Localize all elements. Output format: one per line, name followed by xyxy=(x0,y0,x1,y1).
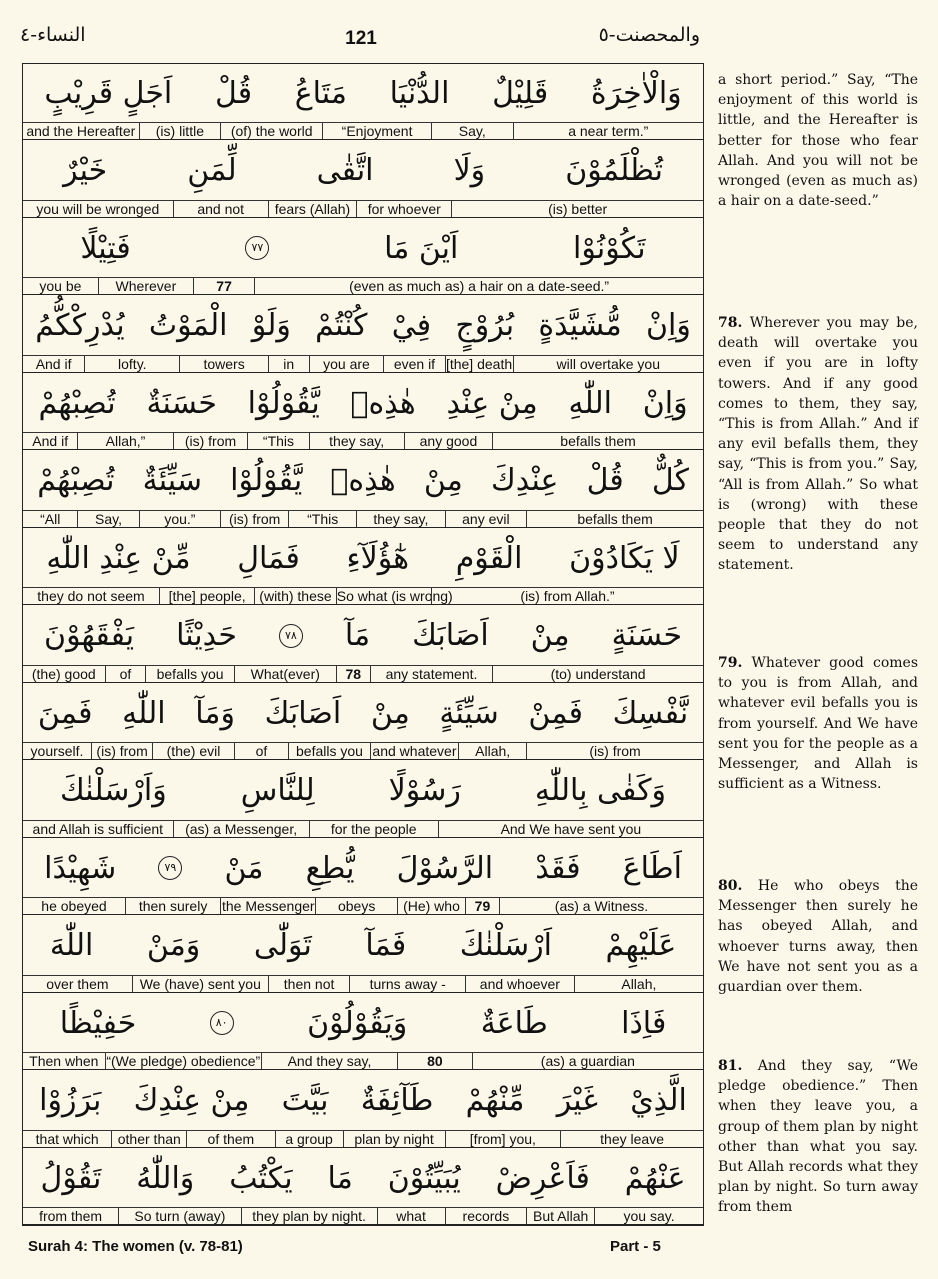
arabic-word: فَاِذَا xyxy=(621,1005,667,1041)
gloss-cell: befalls them xyxy=(526,511,703,527)
arabic-word: حَسَنَةٌ xyxy=(146,385,217,421)
gloss-cell: “All xyxy=(40,510,61,527)
gloss-line xyxy=(23,122,703,140)
gloss-cell: plan by night xyxy=(343,1131,445,1147)
gloss-line xyxy=(23,975,703,993)
gloss-cell: Allah,” xyxy=(77,433,172,449)
verse-row xyxy=(23,297,703,375)
gloss-cell: the Messenger xyxy=(221,898,315,914)
arabic-word: هٰذِهٖ xyxy=(350,385,416,421)
gloss-cell: (is) from xyxy=(526,743,703,759)
gloss-cell: and whoever xyxy=(465,976,574,992)
gloss-cell: 79 xyxy=(465,898,499,914)
gloss-cell: lofty. xyxy=(84,356,179,372)
arabic-word: وَالْاٰخِرَةُ xyxy=(590,75,682,111)
gloss-cell: and whatever xyxy=(370,743,458,759)
verse-row xyxy=(23,1149,703,1227)
verse-row xyxy=(23,219,703,297)
gloss-line xyxy=(23,1052,703,1070)
arabic-word: الْمَوْتُ xyxy=(148,308,228,343)
arabic-line xyxy=(23,839,703,897)
arabic-word: الْقَوْمِ xyxy=(455,540,523,576)
word-by-word-grid xyxy=(22,63,704,1226)
gloss-line xyxy=(23,432,703,450)
arabic-word: الرَّسُوْلَ xyxy=(396,850,494,886)
arabic-word: اَرْسَلْنٰكَ xyxy=(459,928,552,963)
arabic-word: تَقُوْلُ xyxy=(40,1160,102,1196)
gloss-cell: (the) good xyxy=(31,665,96,682)
gloss-cell: in xyxy=(268,356,309,372)
gloss-cell: 77 xyxy=(193,278,254,294)
gloss-cell: you will be wronged xyxy=(36,200,160,217)
gloss-line xyxy=(23,742,703,760)
ayah-number-marker: ٧٩ xyxy=(158,856,182,880)
gloss-cell: “(We pledge) obedience” xyxy=(106,1053,261,1069)
gloss-cell: befalls you xyxy=(288,743,370,759)
arabic-line xyxy=(23,219,703,277)
translation-text: Whatever good comes to you is from Allah, and whatever evil befalls you is from yourself. And We have sent you for the people as a Messenger, and Allah is sufficient as a Witness. xyxy=(718,655,919,793)
arabic-line xyxy=(23,994,703,1052)
gloss-cell: you.” xyxy=(139,511,221,527)
gloss-cell: of xyxy=(234,743,288,759)
gloss-cell: you say. xyxy=(594,1208,703,1224)
arabic-word: حَسَنَةٍ xyxy=(611,618,683,653)
arabic-word: وَاَرْسَلْنٰكَ xyxy=(60,773,167,808)
gloss-cell: (is) from xyxy=(220,511,288,527)
arabic-word: اللّٰهَ xyxy=(49,928,94,963)
translation-text: Wherever you may be, death will overtake you even if you are in lofty towers. And if any good comes to them, they say, “This is from Allah.” And if any evil befalls them, they say, “This is from you.” Say, “All is from Allah.” So what is (wrong) with these people that they do not seem to understand any statement. xyxy=(718,315,918,574)
gloss-cell: (to) understand xyxy=(492,666,703,682)
gloss-cell: you be xyxy=(39,278,82,294)
gloss-cell: (even as much as) a hair on a date-seed.” xyxy=(254,278,703,294)
gloss-cell: a group xyxy=(275,1131,343,1147)
gloss-cell: So turn (away) xyxy=(118,1208,240,1224)
page-number: 121 xyxy=(345,28,377,49)
arabic-word: فِيْ xyxy=(391,308,432,343)
gloss-line xyxy=(23,897,703,915)
verse-row xyxy=(23,64,703,142)
gloss-cell: (is) from Allah.” xyxy=(431,588,703,604)
verse-number: 80. xyxy=(718,878,743,894)
arabic-word: مِنْ xyxy=(423,463,463,498)
arabic-word: وَاللّٰهُ xyxy=(136,1160,195,1196)
arabic-word: فَتِيْلًا xyxy=(80,230,131,266)
gloss-cell: “Enjoyment xyxy=(322,123,431,139)
arabic-word: فَمِنْ xyxy=(528,695,583,731)
gloss-cell: from them xyxy=(39,1208,103,1224)
verse-row xyxy=(23,839,703,917)
gloss-cell: and not xyxy=(173,201,268,217)
arabic-word: فَقَدْ xyxy=(535,850,581,886)
arabic-word: كُنْتُمْ xyxy=(315,308,368,343)
arabic-line xyxy=(23,64,703,122)
arabic-word: تُصِبْهُمْ xyxy=(38,385,116,421)
gloss-line xyxy=(23,665,703,683)
gloss-line xyxy=(23,1207,703,1225)
arabic-word: حَدِيْثًا xyxy=(176,618,237,653)
arabic-line xyxy=(23,762,703,820)
gloss-cell: of them xyxy=(186,1131,274,1147)
arabic-word: يُبَيِّتُوْنَ xyxy=(387,1160,461,1196)
arabic-word: يَّقُوْلُوْا xyxy=(247,385,320,421)
translation-text: a short period.” Say, “The enjoyment of this world is little, and the Hereafter is better for those who fear Allah. And you will not be wronged (even as much as) a hair on a date-seed.” xyxy=(718,72,918,210)
gloss-cell: (is) from xyxy=(173,433,248,449)
arabic-word: بُرُوْجٍ xyxy=(455,308,515,343)
arabic-word: وَلَا xyxy=(453,153,486,188)
arabic-word: مِنْ xyxy=(370,695,410,731)
arabic-word: قُلْ xyxy=(214,75,253,111)
gloss-cell: what xyxy=(377,1208,445,1224)
gloss-cell: But Allah xyxy=(526,1208,594,1224)
gloss-cell: We (have) sent you xyxy=(132,976,268,992)
verse-row xyxy=(23,994,703,1072)
arabic-word: مَنْ xyxy=(224,850,264,886)
gloss-cell: [the] people, xyxy=(159,588,254,604)
arabic-word: تُظْلَمُوْنَ xyxy=(565,153,663,188)
gloss-cell: befalls them xyxy=(492,433,703,449)
arabic-word: اَصَابَكَ xyxy=(264,695,342,731)
arabic-word: هٰٓؤُلَآءِ xyxy=(346,540,410,576)
translation-text: He who obeys the Messenger then surely he has obeyed Allah, and whoever turns away, then We have not sent you as a guardian over them. xyxy=(718,878,918,996)
gloss-cell: then not xyxy=(268,976,350,992)
arabic-word: نَّفْسِكَ xyxy=(612,695,689,731)
arabic-word: الدُّنْيَا xyxy=(389,75,450,111)
gloss-cell: Allah, xyxy=(458,743,526,759)
arabic-line xyxy=(23,1072,703,1130)
arabic-line xyxy=(23,374,703,432)
gloss-cell: (as) a Witness. xyxy=(499,898,703,914)
arabic-word: لِّمَنِ xyxy=(187,153,237,188)
gloss-cell: So what (is wrong) xyxy=(336,588,453,604)
gloss-cell: for whoever xyxy=(356,201,451,217)
ayah-number-marker: ٨٠ xyxy=(210,1011,234,1035)
gloss-cell: will overtake you xyxy=(513,356,703,372)
gloss-cell: that which xyxy=(35,1130,99,1147)
gloss-cell: (as) a guardian xyxy=(472,1053,703,1069)
gloss-cell: And if xyxy=(35,355,72,372)
gloss-cell: a near term.” xyxy=(513,123,703,139)
ayah-number-marker: ٧٨ xyxy=(279,624,303,648)
gloss-cell: 78 xyxy=(336,666,370,682)
arabic-word: رَسُوْلًا xyxy=(388,773,461,808)
gloss-cell: (of) the world xyxy=(220,123,322,139)
verse-row xyxy=(23,529,703,607)
footer-part: Part - 5 xyxy=(610,1238,661,1255)
arabic-word: يُّطِعِ xyxy=(305,850,355,886)
arabic-word: اَجَلٍ قَرِيْبٍ xyxy=(44,75,173,111)
gloss-cell: and the Hereafter xyxy=(26,123,136,139)
arabic-word: وَاِنْ xyxy=(642,385,688,421)
gloss-cell: any evil xyxy=(445,511,527,527)
gloss-cell: befalls you xyxy=(145,666,233,682)
translation-paragraph xyxy=(718,653,918,794)
gloss-cell: Say, xyxy=(431,123,513,139)
gloss-cell: (the) evil xyxy=(152,743,234,759)
gloss-cell: (He) who xyxy=(397,898,465,914)
gloss-cell: they say, xyxy=(356,511,444,527)
arabic-word: كُلٌّ xyxy=(651,463,689,498)
arabic-word: خَيْرٌ xyxy=(63,153,108,188)
gloss-cell: “This xyxy=(288,511,356,527)
arabic-word: وَمَنْ xyxy=(146,928,201,963)
arabic-word: الَّذِيْ xyxy=(630,1083,687,1118)
gloss-cell: towers xyxy=(179,356,267,372)
gloss-cell: And if xyxy=(32,433,69,449)
verse-number: 78. xyxy=(718,315,743,331)
gloss-cell: then surely xyxy=(125,898,220,914)
translation-paragraph xyxy=(718,876,918,997)
arabic-word: مِّنْهُمْ xyxy=(465,1083,525,1118)
gloss-cell: turns away - xyxy=(349,976,465,992)
verse-row xyxy=(23,142,703,220)
gloss-cell: you are xyxy=(309,356,384,372)
translation-text: And they say, “We pledge obedience.” Then when they leave you, a group of them plan by night other than what you say. But Allah records what they plan by night. So turn away from them xyxy=(718,1058,919,1216)
gloss-cell: even if xyxy=(383,356,444,372)
gloss-cell: What(ever) xyxy=(234,666,336,682)
gloss-cell: (with) these xyxy=(254,588,336,604)
arabic-line xyxy=(23,529,703,587)
arabic-word: تَكُوْنُوْا xyxy=(573,230,646,266)
arabic-line xyxy=(23,297,703,355)
verse-row xyxy=(23,917,703,995)
arabic-word: تَوَلّٰى xyxy=(253,928,312,963)
gloss-cell: they plan by night. xyxy=(241,1208,377,1224)
arabic-word: بَرَزُوْا xyxy=(39,1083,102,1118)
verse-row xyxy=(23,374,703,452)
arabic-word: اللّٰهِ xyxy=(122,695,166,731)
arabic-word: مِّنْ عِنْدِ اللّٰهِ xyxy=(46,540,191,576)
arabic-word: هٰذِهٖ xyxy=(330,463,396,498)
arabic-line xyxy=(23,452,703,510)
gloss-cell: 80 xyxy=(397,1053,472,1069)
arabic-word: طَآئِفَةٌ xyxy=(360,1083,434,1118)
gloss-cell: (is) from xyxy=(91,743,152,759)
gloss-cell: other than xyxy=(111,1131,186,1147)
gloss-cell: he obeyed xyxy=(41,898,107,914)
arabic-word: طَاعَةٌ xyxy=(480,1005,548,1041)
arabic-word: مَا xyxy=(327,1160,353,1196)
gloss-cell: they leave xyxy=(560,1131,703,1147)
arabic-word: وَيَقُوْلُوْنَ xyxy=(307,1005,408,1041)
translation-paragraph xyxy=(718,313,918,576)
arabic-word: سَيِّئَةٌ xyxy=(142,463,202,498)
arabic-word: يُدْرِكْكُّمُ xyxy=(35,308,125,343)
arabic-word: اللّٰهِ xyxy=(568,385,612,421)
gloss-cell: Then when xyxy=(29,1053,99,1069)
arabic-word: فَمِنَ xyxy=(37,695,93,731)
gloss-cell: “This xyxy=(247,433,308,449)
arabic-word: اَيْنَ مَا xyxy=(384,230,459,266)
verse-number: 81. xyxy=(718,1058,743,1074)
gloss-cell: (is) better xyxy=(451,201,703,217)
gloss-cell: of xyxy=(105,666,146,682)
arabic-word: مِنْ عِنْدِ xyxy=(446,385,538,421)
arabic-word: مِنْ xyxy=(530,618,570,653)
arabic-word: غَيْرَ xyxy=(556,1083,598,1118)
gloss-cell: yourself. xyxy=(30,743,84,759)
arabic-word: مَتَاعُ xyxy=(294,75,347,111)
gloss-cell: Allah, xyxy=(574,976,703,992)
gloss-cell: obeys xyxy=(315,898,397,914)
arabic-word: فَمَآ xyxy=(365,928,407,963)
gloss-cell: records xyxy=(445,1208,527,1224)
verse-row xyxy=(23,452,703,530)
gloss-cell: they do not seem xyxy=(37,588,145,604)
arabic-word: تُصِبْهُمْ xyxy=(37,463,115,498)
arabic-word: شَهِيْدًا xyxy=(44,850,117,886)
arabic-word: عَنْهُمْ xyxy=(624,1160,686,1196)
arabic-word: وَاِنْ xyxy=(646,308,691,343)
translation-paragraph xyxy=(718,70,918,211)
gloss-cell: [from] you, xyxy=(445,1131,561,1147)
gloss-line xyxy=(23,510,703,528)
arabic-word: وَمَآ xyxy=(195,695,235,731)
arabic-word: عَلَيْهِمْ xyxy=(605,928,677,963)
arabic-word: مَآ xyxy=(344,618,371,653)
gloss-cell: any good xyxy=(404,433,492,449)
gloss-cell: fears (Allah) xyxy=(268,201,356,217)
gloss-cell: and Allah is sufficient xyxy=(32,820,164,837)
arabic-word: حَفِيْظًا xyxy=(59,1005,137,1041)
arabic-word: وَلَوْ xyxy=(251,308,291,343)
header-juz-name: والمحصنت-٥ xyxy=(598,24,700,46)
arabic-word: اتَّقٰى xyxy=(316,153,374,188)
gloss-line xyxy=(23,200,703,218)
verse-row xyxy=(23,1072,703,1150)
arabic-word: لِلنَّاسِ xyxy=(240,773,315,808)
arabic-word: بَيَّتَ xyxy=(281,1083,329,1118)
arabic-word: يَّقُوْلُوْا xyxy=(230,463,303,498)
arabic-word: يَفْقَهُوْنَ xyxy=(44,618,135,653)
arabic-word: قُلْ xyxy=(586,463,624,498)
arabic-word: عِنْدِكَ xyxy=(490,463,559,498)
gloss-cell: they say, xyxy=(309,433,404,449)
verse-row xyxy=(23,762,703,840)
verse-row xyxy=(23,607,703,685)
gloss-cell: Wherever xyxy=(98,278,193,294)
arabic-word: لَا يَكَادُوْنَ xyxy=(569,540,680,576)
ayah-number-marker: ٧٧ xyxy=(245,236,269,260)
gloss-cell: for the people xyxy=(309,821,438,837)
gloss-cell: over them xyxy=(46,975,109,992)
footer-surah-info: Surah 4: The women (v. 78-81) xyxy=(28,1238,243,1255)
gloss-line xyxy=(23,1130,703,1148)
gloss-cell: (is) little xyxy=(139,123,221,139)
header-surah-name: النساء-٤ xyxy=(20,24,86,46)
gloss-line xyxy=(23,277,703,295)
arabic-word: اَطَاعَ xyxy=(622,850,682,886)
arabic-word: وَكَفٰى بِاللّٰهِ xyxy=(534,773,666,808)
arabic-line xyxy=(23,1149,703,1207)
arabic-word: مِنْ عِنْدِكَ xyxy=(133,1083,250,1118)
verse-number: 79. xyxy=(718,655,743,671)
arabic-line xyxy=(23,684,703,742)
arabic-line xyxy=(23,142,703,200)
gloss-cell: Say, xyxy=(77,511,138,527)
gloss-cell: And We have sent you xyxy=(438,821,703,837)
translation-paragraph xyxy=(718,1056,918,1218)
gloss-cell: any statement. xyxy=(370,666,492,682)
arabic-word: مُّشَيَّدَةٍ xyxy=(538,308,622,343)
arabic-word: سَيِّئَةٍ xyxy=(439,695,499,731)
arabic-word: فَمَالِ xyxy=(237,540,300,576)
gloss-cell: And they say, xyxy=(261,1053,397,1069)
gloss-line xyxy=(23,355,703,373)
gloss-line xyxy=(23,587,703,605)
arabic-word: قَلِيْلٌ xyxy=(492,75,549,111)
arabic-word: يَكْتُبُ xyxy=(229,1160,293,1196)
arabic-line xyxy=(23,917,703,975)
arabic-word: اَصَابَكَ xyxy=(412,618,489,653)
verse-row xyxy=(23,684,703,762)
arabic-line xyxy=(23,607,703,665)
gloss-cell: (as) a Messenger, xyxy=(173,821,309,837)
gloss-cell: [the] death xyxy=(445,355,513,372)
arabic-word: فَاَعْرِضْ xyxy=(495,1160,590,1196)
gloss-line xyxy=(23,820,703,838)
